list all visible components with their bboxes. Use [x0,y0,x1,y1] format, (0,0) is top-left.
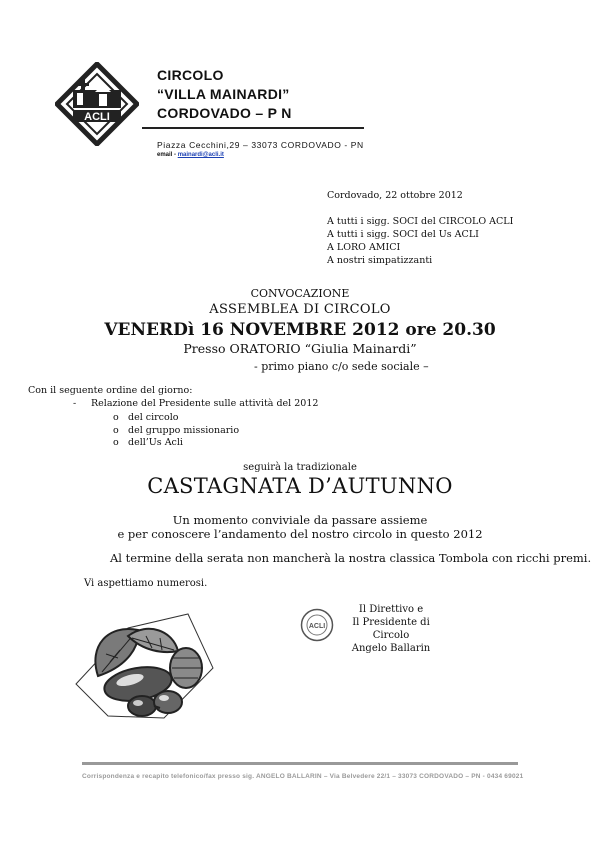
signature-line-3: Angelo Ballarin [351,643,431,654]
organization-name [157,66,292,123]
email-link[interactable]: mainardi@acli.it [177,152,224,158]
agenda-intro: Con il seguente ordine del giorno: [28,385,193,396]
header-rule [142,127,364,129]
org-line-1: CIRCOLO [157,67,224,83]
convocazione-heading: CONVOCAZIONE [250,287,350,300]
recipient-line: A LORO AMICI [327,242,401,253]
meeting-date-time: VENERDì 16 NOVEMBRE 2012 ore 20.30 [104,320,496,340]
bullet-icon: o [113,437,119,448]
agenda-sub-label: del gruppo missionario [128,425,240,436]
email-label: email - [157,152,178,158]
agenda-dash: - [73,398,77,409]
agenda-sub-label: dell’Us Acli [128,437,183,448]
event-description [60,513,540,541]
acli-logo-icon [55,62,139,146]
assemblea-heading: ASSEMBLEA DI CIRCOLO [209,302,391,317]
bullet-icon: o [113,412,119,423]
letter-date: Cordovado, 22 ottobre 2012 [327,190,463,201]
footer-contact: Corrispondenza e recapito telefonico/fax presso sig. ANGELO BALLARIN – Via Belvedere 22/1 – 33073 CORDOVADO – PN - 0434 69021 [82,773,524,780]
agenda-sub-label: del circolo [128,412,179,423]
recipient-line: A tutti i sigg. SOCI del Us ACLI [327,229,479,240]
recipient-line: A nostri simpatizzanti [327,255,433,266]
agenda-sub-item [113,411,178,424]
agenda-main-label: Relazione del Presidente sulle attività del 2012 [91,398,319,409]
recipients-list [327,215,513,267]
event-title: CASTAGNATA D’AUTUNNO [147,474,453,498]
meeting-location: Presso ORATORIO “Giulia Mainardi” [183,341,417,356]
event-line-2: e per conoscere l’andamento del nostro circolo in questo 2012 [117,527,483,541]
chestnut-clipart-icon [68,606,218,724]
signature-line-1: Il Direttivo e [358,604,424,615]
meeting-floor-note: - primo piano c/o sede sociale – [254,360,429,373]
bullet-icon: o [113,425,119,436]
agenda-main-item [73,398,318,409]
footer-rule [82,762,518,765]
signature-block [336,603,446,655]
tombola-line: Al termine della serata non mancherà la nostra classica Tombola con ricchi premi. [110,551,592,565]
org-line-2: “VILLA MAINARDI” [157,86,290,102]
closing-line: Vi aspettiamo numerosi. [84,578,208,589]
seguira-line: seguirà la tradizionale [243,462,357,473]
header-address: Piazza Cecchini,29 – 33073 CORDOVADO - PN [157,140,364,150]
circolo-stamp-icon [300,608,334,642]
stamp-text: ACLI [308,623,326,630]
recipient-line: A tutti i sigg. SOCI del CIRCOLO ACLI [327,216,514,227]
event-line-1: Un momento conviviale da passare assieme [172,513,428,527]
agenda-sub-item [113,436,183,449]
signature-line-2: Il Presidente di Circolo [352,617,430,641]
logo-text: ACLI [84,111,110,123]
header-email [157,152,224,158]
org-line-3: CORDOVADO – P N [157,105,292,121]
